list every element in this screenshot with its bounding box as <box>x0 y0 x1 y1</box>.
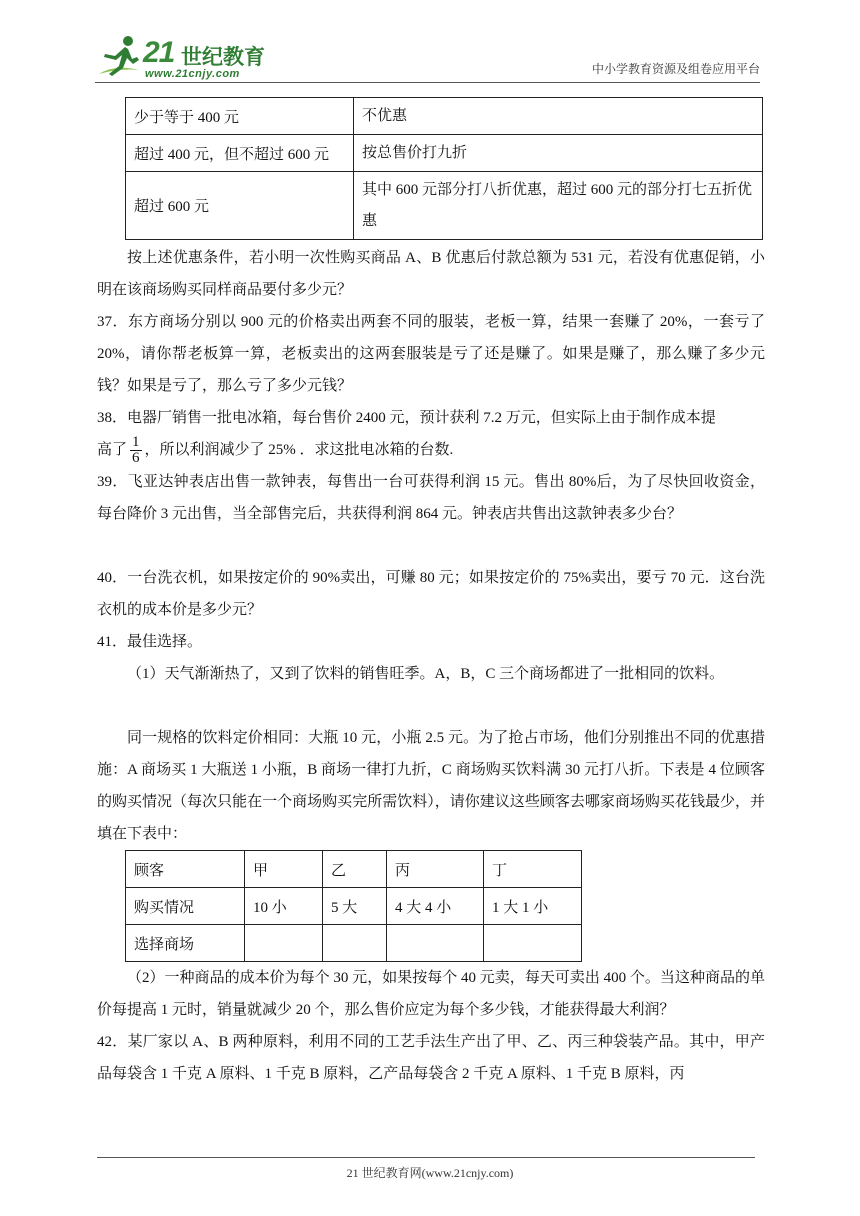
discount-table <box>125 97 763 240</box>
table-cell: 购买情况 <box>126 888 245 925</box>
question-38-line2 <box>97 434 765 466</box>
fraction-denominator: 6 <box>132 450 140 467</box>
table-cell: 4 大 4 小 <box>387 888 484 925</box>
document-body <box>97 97 765 1090</box>
question-41-title: 41．最佳选择。 <box>97 634 203 651</box>
q38-after-fraction: ，所以利润减少了 25% ．求这批电冰箱的台数. <box>144 442 454 458</box>
table-cell: 5 大 <box>323 888 387 925</box>
table-row <box>126 851 582 888</box>
logo-url: www.21cnjy.com <box>145 68 240 80</box>
discount-condition: 少于等于 400 元 <box>126 98 354 135</box>
question-41-part2: （2）一种商品的成本价为每个 30 元，如果按每个 40 元卖，每天可卖出 400 个。当这种商品的单价每提高 1 元时，销量就减少 20 个，那么售价应定为每个多少钱，才能获得最大利润？ <box>97 970 765 1019</box>
runner-icon <box>95 34 143 80</box>
table-header-cell: 甲 <box>245 851 323 888</box>
answer-blank[interactable] <box>245 925 323 962</box>
question-41-part1-body: 同一规格的饮料定价相同：大瓶 10 元，小瓶 2.5 元。为了抢占市场，他们分别推出不同的优惠措施：A 商场买 1 大瓶送 1 小瓶，B 商场一律打九折，C 商场购买饮料满 30 元打八折。下表是 4 位顾客的购买情况（每次只能在一个商场购买完所需饮料），请你建议这些顾客去哪家商场购买花钱最少，并填在下表中： <box>97 730 765 843</box>
table-row <box>126 925 582 962</box>
discount-rule: 其中 600 元部分打八折优惠，超过 600 元的部分打七五折优惠 <box>354 172 763 240</box>
header-divider <box>95 82 760 83</box>
question-41-part1: （1）天气渐渐热了，又到了饮料的销售旺季。A，B，C 三个商场都进了一批相同的饮料。 <box>127 666 725 683</box>
page-header <box>95 28 760 86</box>
platform-name: 中小学教育资源及组卷应用平台 <box>591 62 760 76</box>
question-38-line1: 38．电器厂销售一批电冰箱，每台售价 2400 元，预计获利 7.2 万元，但实际上由于制作成本提 <box>97 410 716 426</box>
logo-number: 21 <box>143 36 175 69</box>
answer-blank[interactable] <box>323 925 387 962</box>
table-row <box>126 172 763 240</box>
table-header-cell: 乙 <box>323 851 387 888</box>
question-39: 39．飞亚达钟表店出售一款钟表，每售出一台可获得利润 15 元。售出 80%后，为了尽快回收资金，每台降价 3 元出售，当全部售完后，共获得利润 864 元。钟表店共售出这款钟表多少台？ <box>97 474 765 523</box>
answer-blank[interactable] <box>484 925 582 962</box>
customer-table <box>125 850 582 962</box>
table-cell: 选择商场 <box>126 925 245 962</box>
question-42: 42．某厂家以 A、B 两种原料，利用不同的工艺手法生产出了甲、乙、丙三种袋装产品。其中，甲产品每袋含 1 千克 A 原料、1 千克 B 原料，乙产品每袋含 2 千克 A 原料、1 千克 B 原料，丙 <box>97 1034 765 1083</box>
question-37: 37．东方商场分别以 900 元的价格卖出两套不同的服装，老板一算，结果一套赚了 20%，一套亏了 20%，请你帮老板算一算，老板卖出的这两套服装是亏了还是赚了。如果是赚了，那么赚了多少元钱？如果是亏了，那么亏了多少元钱？ <box>97 314 765 394</box>
fraction <box>130 435 142 466</box>
table-cell: 1 大 1 小 <box>484 888 582 925</box>
page-footer[interactable]: 21 世纪教育网(www.21cnjy.com) <box>346 1166 514 1180</box>
footer-divider <box>97 1157 755 1158</box>
fraction-numerator: 1 <box>132 434 140 451</box>
discount-rule: 不优惠 <box>354 98 763 135</box>
answer-blank[interactable] <box>387 925 484 962</box>
q38-before-fraction: 高了 <box>97 442 128 458</box>
logo-text: 世纪教育 <box>181 45 265 69</box>
discount-condition: 超过 400 元，但不超过 600 元 <box>126 135 354 172</box>
table-header-cell: 丁 <box>484 851 582 888</box>
discount-condition: 超过 600 元 <box>126 172 354 240</box>
table-header-cell: 丙 <box>387 851 484 888</box>
question-36-text: 按上述优惠条件，若小明一次性购买商品 A、B 优惠后付款总额为 531 元，若没有优惠促销，小明在该商场购买同样商品要付多少元？ <box>97 250 765 298</box>
table-row <box>126 888 582 925</box>
table-cell: 10 小 <box>245 888 323 925</box>
table-header-cell: 顾客 <box>126 851 245 888</box>
site-logo[interactable] <box>95 34 265 82</box>
question-40: 40．一台洗衣机，如果按定价的 90%卖出，可赚 80 元；如果按定价的 75%卖出，要亏 70 元．这台洗衣机的成本价是多少元？ <box>97 570 765 619</box>
table-row <box>126 135 763 172</box>
discount-rule: 按总售价打九折 <box>354 135 763 172</box>
table-row <box>126 98 763 135</box>
